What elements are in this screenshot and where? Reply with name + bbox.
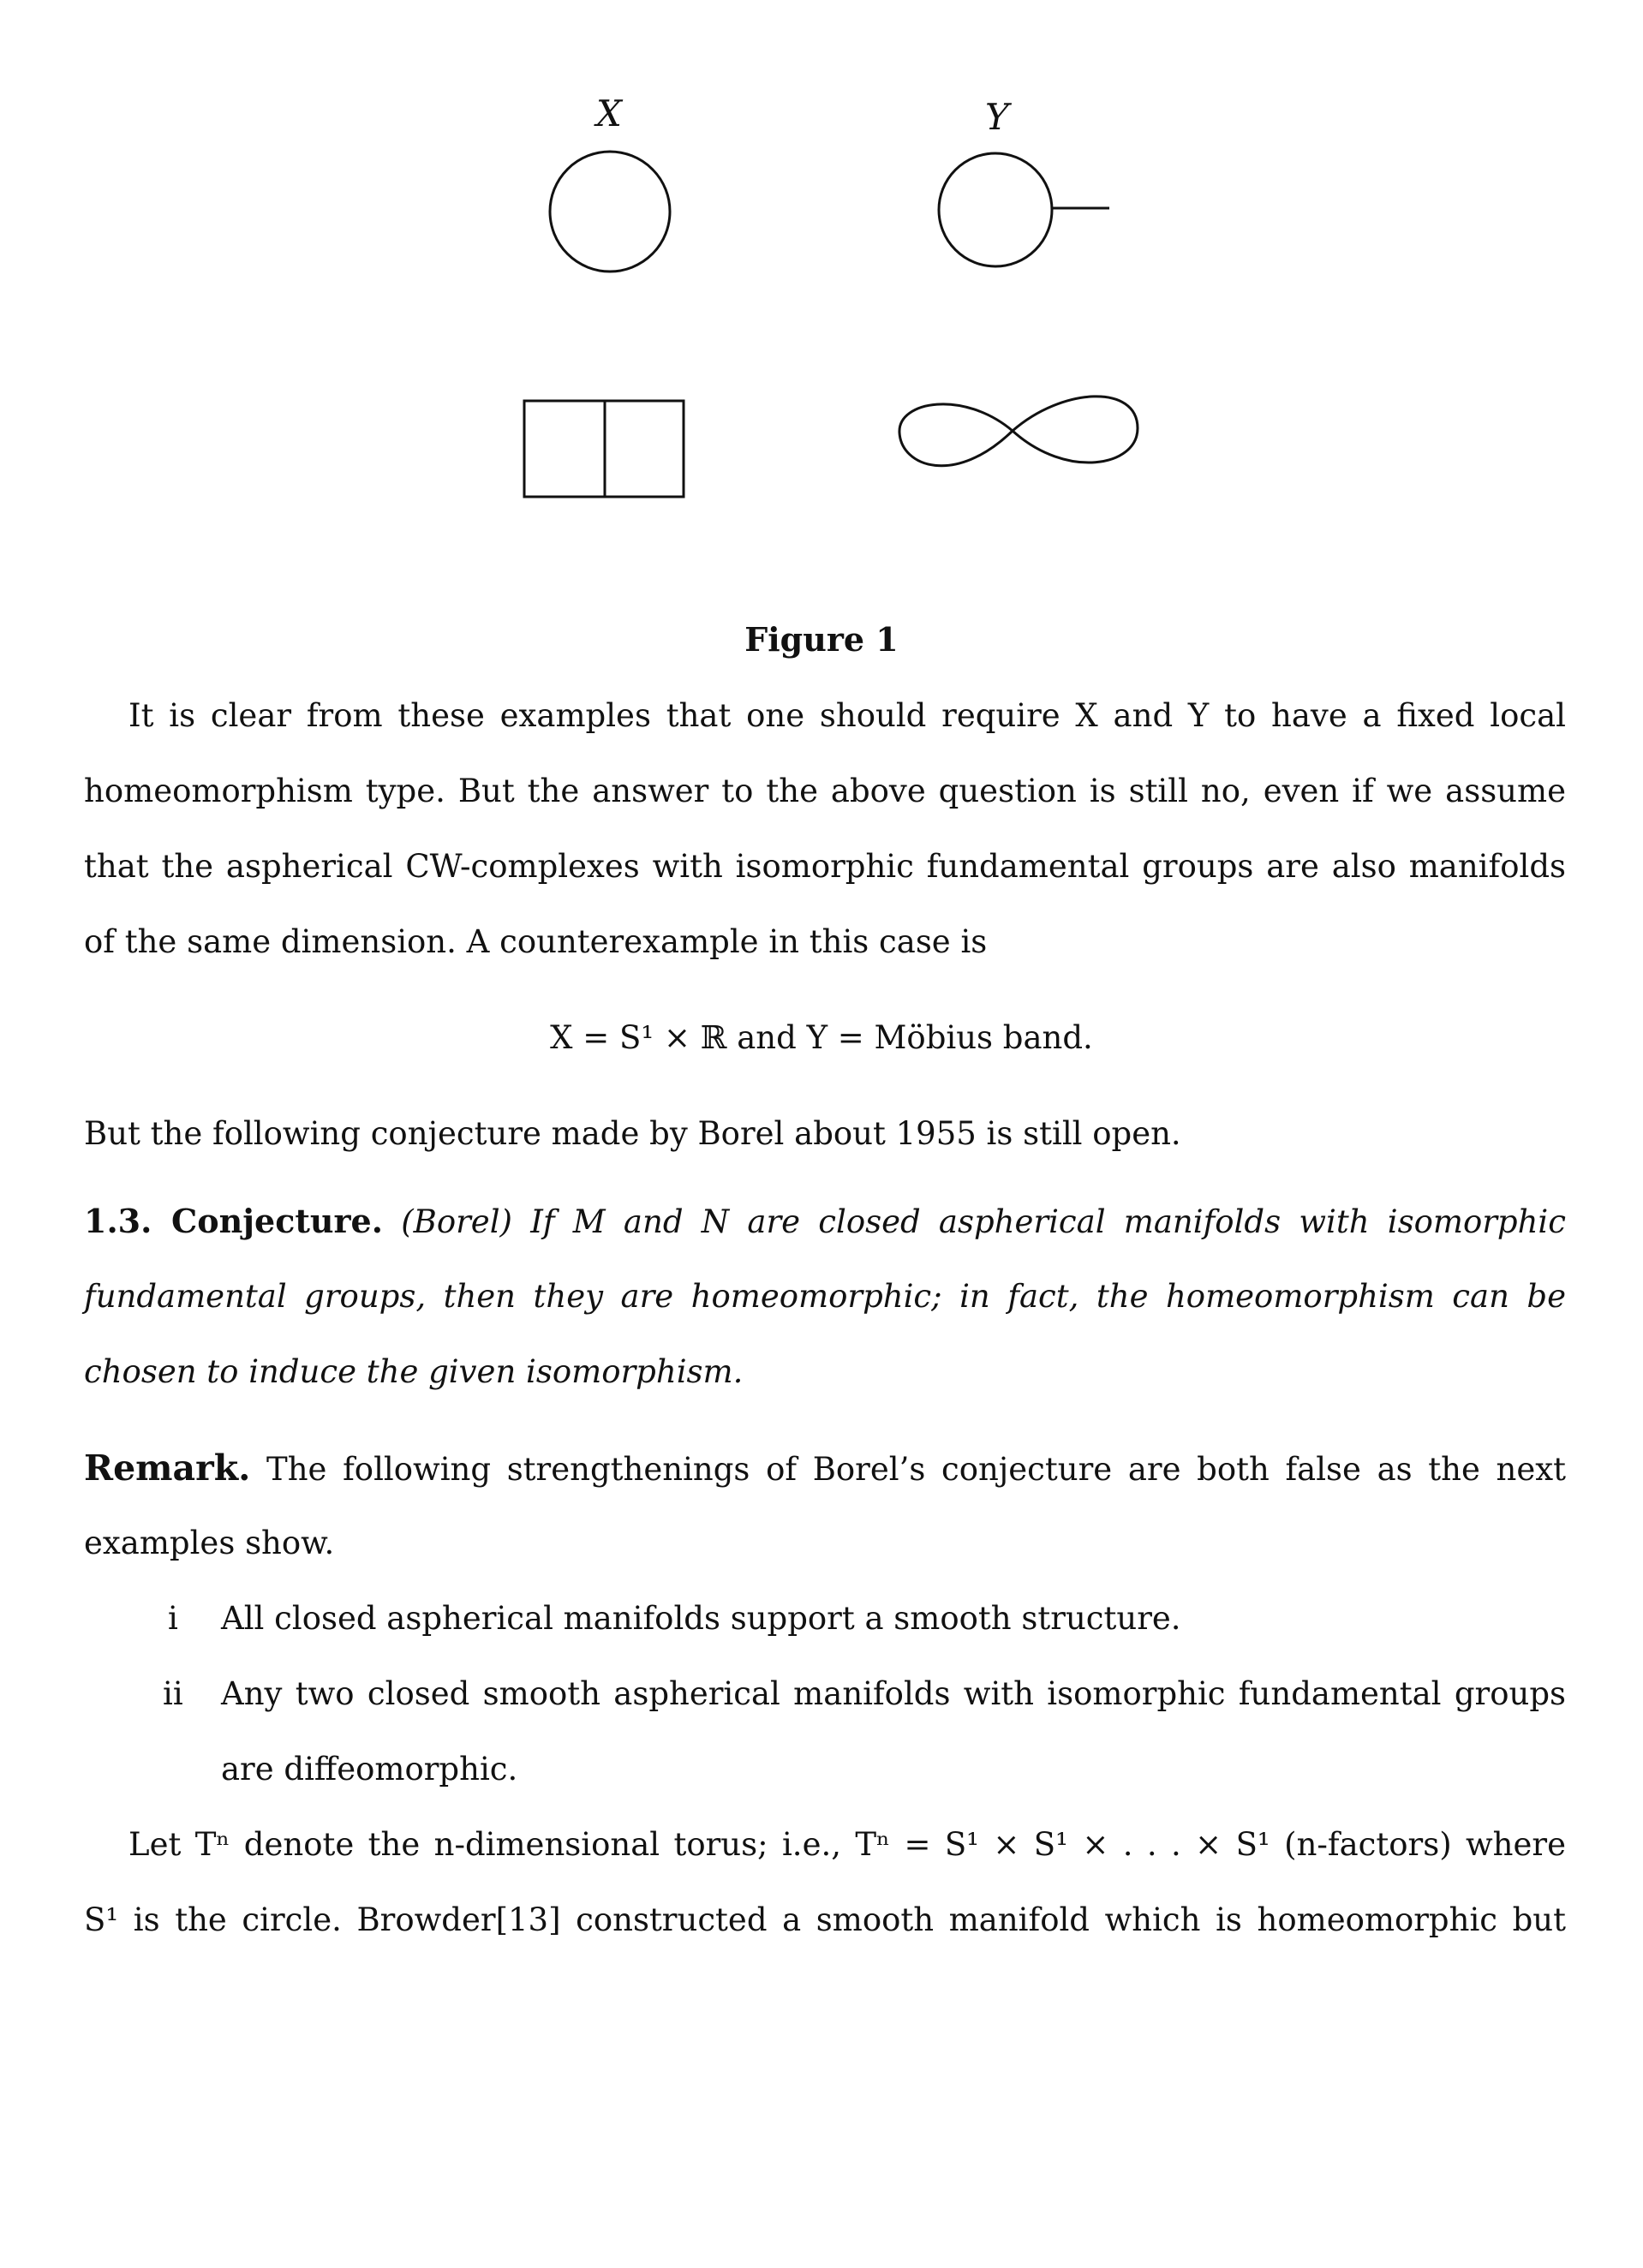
para1-line4: of the same dimension. A counterexample in this case is bbox=[84, 923, 988, 960]
conjecture-text-1: (Borel) If M and N are closed aspherical manifolds with isomorphic bbox=[401, 1203, 1566, 1240]
remark-line1 bbox=[84, 1447, 1566, 1490]
item-1-number: i bbox=[168, 1600, 178, 1637]
x-circle bbox=[550, 152, 670, 272]
conjecture-line2: fundamental groups, then they are homeomorphic; in fact, the homeomorphism can be bbox=[84, 1278, 1566, 1315]
y-figure-eight bbox=[899, 397, 1138, 466]
item-2-text: Any two closed smooth aspherical manifolds with isomorphic fundamental groups bbox=[221, 1675, 1566, 1712]
para1-line1: It is clear from these examples that one should require X and Y to have a fixed local bbox=[128, 697, 1566, 734]
para2: But the following conjecture made by Borel about 1955 is still open. bbox=[84, 1115, 1181, 1152]
item-2-text-cont: are diffeomorphic. bbox=[221, 1751, 518, 1788]
figure-1-diagram bbox=[0, 0, 1643, 600]
figure-caption: Figure 1 bbox=[744, 620, 899, 659]
y-circle bbox=[939, 153, 1052, 266]
remark-heading: Remark. bbox=[84, 1447, 251, 1489]
figure-label-x: X bbox=[596, 93, 622, 134]
remark-text-1: The following strengthenings of Borel’s conjecture are both false as the next bbox=[266, 1451, 1566, 1488]
conjecture-line1 bbox=[84, 1201, 1566, 1243]
item-2-number: ii bbox=[163, 1675, 183, 1712]
equation: X = S¹ × ℝ and Y = Möbius band. bbox=[550, 1019, 1093, 1056]
figure-label-y: Y bbox=[985, 96, 1009, 138]
remark-line2: examples show. bbox=[84, 1525, 335, 1561]
para3-line1: Let Tⁿ denote the n-dimensional torus; i.e., Tⁿ = S¹ × S¹ × . . . × S¹ (n-factors) where bbox=[128, 1826, 1566, 1863]
para3-line2: S¹ is the circle. Browder[13] constructed a smooth manifold which is homeomorphic but bbox=[84, 1901, 1566, 1938]
item-1-text: All closed aspherical manifolds support a smooth structure. bbox=[221, 1600, 1181, 1637]
conjecture-line3: chosen to induce the given isomorphism. bbox=[84, 1353, 744, 1390]
para1-line3: that the aspherical CW-complexes with isomorphic fundamental groups are also manifolds bbox=[84, 848, 1566, 885]
conjecture-heading: 1.3. Conjecture. bbox=[84, 1202, 383, 1240]
para1-line2: homeomorphism type. But the answer to the above question is still no, even if we assume bbox=[84, 773, 1566, 809]
